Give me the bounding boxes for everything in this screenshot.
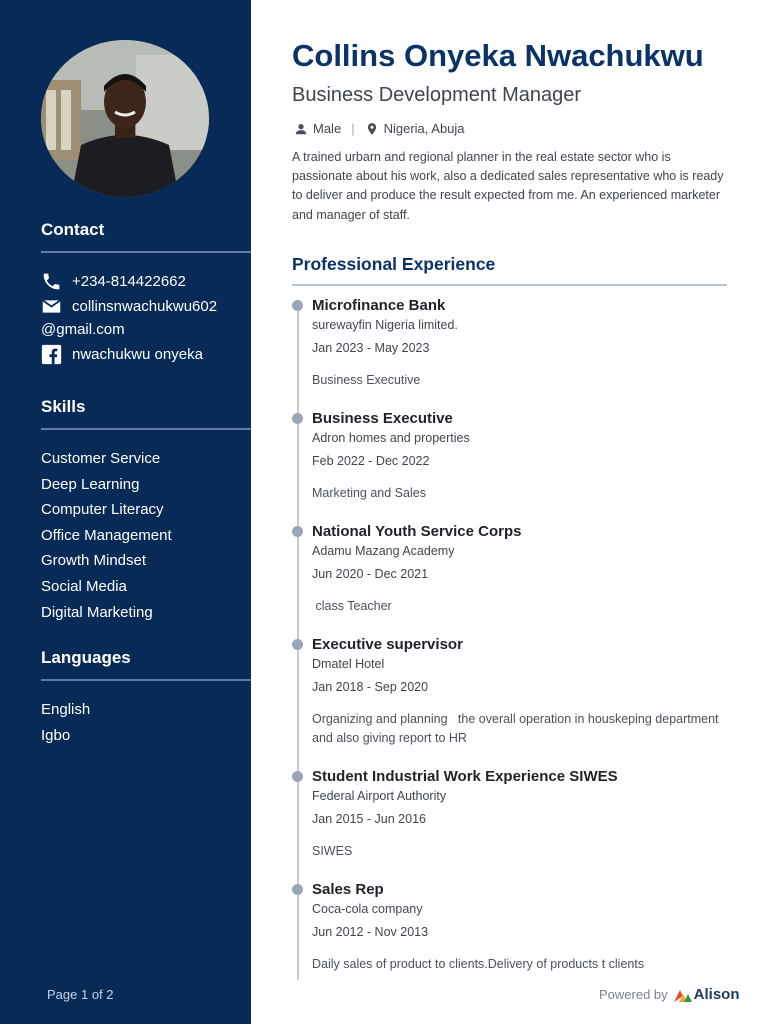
languages-list [41,697,90,748]
experience-company: Dmatel Hotel [312,657,385,671]
sidebar [0,0,251,1024]
facebook-icon [41,344,62,365]
skill-item: Computer Literacy [41,501,164,519]
job-title: Business Development Manager [292,84,582,106]
timeline-dot [292,413,303,424]
skill-item: Social Media [41,577,127,595]
phone-line[interactable] [41,271,186,292]
skill-item: Customer Service [41,450,161,467]
skills-heading: Skills [41,397,86,416]
experience-description: Daily sales of product to clients.Delivery of products t clients [312,957,645,971]
experience-title: Sales Rep [312,881,384,898]
timeline-dot [292,884,303,895]
skill-item: Office Management [41,526,172,544]
skill-item: Digital Marketing [41,603,153,621]
alison-logo-icon [674,988,692,1002]
experience-company: Adron homes and properties [312,431,470,445]
experience-description: SIWES [312,844,353,858]
phone-icon [41,271,62,292]
experience-company: Federal Airport Authority [312,789,447,803]
personal-meta [294,121,465,136]
language-item: Igbo [41,726,71,744]
experience-description: Organizing and planning the overall operation in houskeping department and also giving report to HR [312,712,723,745]
profile-photo [41,40,209,197]
contact-divider [41,251,251,253]
timeline-dot [292,771,303,782]
experience-dates: Jan 2018 - Sep 2020 [312,680,429,694]
experience-dates: Jun 2012 - Nov 2013 [312,925,429,939]
experience-title: Student Industrial Work Experience SIWES [312,768,618,785]
timeline-dot [292,300,303,311]
candidate-name: Collins Onyeka Nwachukwu [292,38,704,73]
skill-item: Growth Mindset [41,552,147,570]
email-address-part1: collinsnwachukwu602 [72,298,218,315]
skills-list [41,446,172,625]
experience-dates: Jun 2020 - Dec 2021 [312,567,429,581]
experience-title: Executive supervisor [312,636,463,653]
skill-item: Deep Learning [41,475,140,493]
facebook-line[interactable] [41,344,203,365]
email-address-part2: @gmail.com [41,321,125,338]
email-line[interactable] [41,296,217,317]
page-number: Page 1 of 2 [47,987,114,1002]
gender: Male [313,121,342,136]
experience-dates: Jan 2015 - Jun 2016 [312,812,426,826]
skills-divider [41,428,251,430]
timeline-dot [292,526,303,537]
alison-logo[interactable] [674,986,740,1003]
experience-dates: Feb 2022 - Dec 2022 [312,454,430,468]
location-pin-icon [365,122,379,136]
experience-description: class Teacher [312,599,392,613]
experience-description: Business Executive [312,373,421,387]
languages-divider [41,679,251,681]
alison-brand-name: Alison [693,986,740,1003]
powered-by-footer[interactable] [599,986,740,1003]
timeline-dot [292,639,303,650]
experience-divider [292,284,727,286]
person-icon [294,122,308,136]
meta-separator: | [351,121,355,136]
experience-description: Marketing and Sales [312,486,426,500]
experience-company: surewayfin Nigeria limited. [312,318,458,332]
experience-title: National Youth Service Corps [312,523,522,540]
language-item: English [41,701,91,718]
profile-summary: A trained urbarn and regional planner in the real estate sector who is passionate about his work, also a dedicated sales representative who is ready to deliver and produce the result expected from me. An experienced marketer and manager of staff. [292,150,724,222]
experience-company: Coca-cola company [312,902,423,916]
experience-dates: Jan 2023 - May 2023 [312,341,430,355]
email-icon [41,296,62,317]
powered-by-label: Powered by [599,987,668,1002]
experience-title: Business Executive [312,410,453,427]
experience-title: Microfinance Bank [312,297,446,314]
languages-heading: Languages [41,648,131,667]
experience-company: Adamu Mazang Academy [312,544,455,558]
phone-number: +234-814422662 [72,273,186,290]
experience-heading: Professional Experience [292,254,496,274]
contact-heading: Contact [41,220,105,239]
location: Nigeria, Abuja [383,121,465,136]
facebook-name: nwachukwu onyeka [72,346,203,363]
